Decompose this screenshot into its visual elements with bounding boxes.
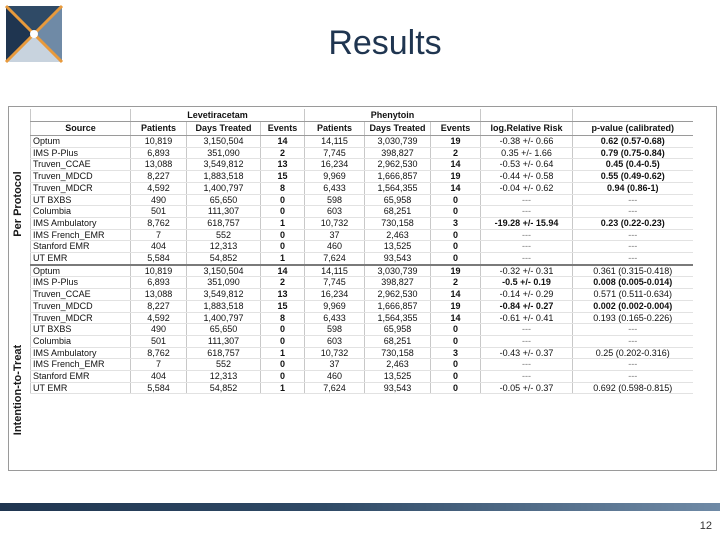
table-cell: 19 [431,171,481,183]
table-cell: 0 [431,206,481,218]
source-cell: Optum [31,265,131,277]
source-cell: UT BXBS [31,324,131,336]
table-cell: 65,650 [187,324,261,336]
table-cell: 0 [261,241,305,253]
table-cell: 14 [431,182,481,194]
table-cell: 19 [431,136,481,148]
table-cell: 0 [261,324,305,336]
table-cell: 4,592 [131,182,187,194]
table-cell: 460 [305,371,365,383]
source-cell: UT EMR [31,253,131,265]
table-cell: 0 [261,359,305,371]
table-cell: 618,757 [187,347,261,359]
table-row [31,253,693,265]
table-cell: 19 [431,265,481,277]
table-cell: --- [573,194,693,206]
table-cell: 398,827 [365,147,431,159]
table-row [31,229,693,241]
table-cell: 13 [261,289,305,301]
table-cell: 1,400,797 [187,182,261,194]
table-row [31,241,693,253]
table-cell: 93,543 [365,253,431,265]
table-cell: -0.14 +/- 0.29 [481,289,573,301]
table-cell: 0 [431,324,481,336]
table-cell: 1 [261,217,305,229]
table-cell: 13 [261,159,305,171]
table-cell: 0 [261,371,305,383]
table-cell: 0 [431,371,481,383]
table-cell: 404 [131,371,187,383]
table-cell: 1,666,857 [365,171,431,183]
table-cell: 8 [261,312,305,324]
table-cell: --- [573,371,693,383]
table-cell: 1,400,797 [187,312,261,324]
table-cell: 10,819 [131,136,187,148]
table-cell: 0.571 (0.511-0.634) [573,289,693,301]
table-cell: 0.002 (0.002-0.004) [573,300,693,312]
table-cell: 1 [261,382,305,394]
table-row [31,347,693,359]
table-cell: --- [573,359,693,371]
table-cell: 10,732 [305,217,365,229]
table-cell: --- [481,241,573,253]
results-body [31,136,693,394]
table-cell: 2,463 [365,359,431,371]
source-cell: UT BXBS [31,194,131,206]
source-cell: Columbia [31,335,131,347]
table-cell: 0.25 (0.202-0.316) [573,347,693,359]
source-cell: IMS French_EMR [31,229,131,241]
table-cell: 2 [431,147,481,159]
table-cell: 8,227 [131,300,187,312]
table-cell: 14 [431,312,481,324]
table-cell: 8 [261,182,305,194]
source-cell: Truven_CCAE [31,289,131,301]
table-row [31,359,693,371]
table-cell: 490 [131,324,187,336]
table-row [31,335,693,347]
table-cell: 0.23 (0.22-0.23) [573,217,693,229]
table-cell: 7,624 [305,382,365,394]
table-cell: 13,088 [131,159,187,171]
col-phe-patients: Patients [305,122,365,136]
table-cell: 2,463 [365,229,431,241]
source-cell: IMS P-Plus [31,147,131,159]
table-cell: 1,666,857 [365,300,431,312]
table-cell: 603 [305,206,365,218]
table-cell: 5,584 [131,382,187,394]
table-cell: 2 [431,277,481,289]
page-number: 12 [699,520,712,532]
table-cell: 1,564,355 [365,312,431,324]
col-source: Source [31,122,131,136]
table-row [31,265,693,277]
table-cell: 16,234 [305,289,365,301]
table-cell: 15 [261,171,305,183]
source-cell: Columbia [31,206,131,218]
table-row [31,206,693,218]
table-cell: 1 [261,347,305,359]
table-cell: 14 [431,159,481,171]
table-cell: 1,883,518 [187,171,261,183]
table-cell: 14,115 [305,265,365,277]
column-header-row [31,122,693,136]
table-cell: 14,115 [305,136,365,148]
table-cell: -0.44 +/- 0.58 [481,171,573,183]
source-cell: Truven_MDCR [31,312,131,324]
table-cell: 8,762 [131,217,187,229]
table-cell: 19 [431,300,481,312]
table-cell: 0 [261,206,305,218]
table-row [31,147,693,159]
source-cell: Optum [31,136,131,148]
ohdsi-logo [0,0,68,86]
table-cell: -0.5 +/- 0.19 [481,277,573,289]
table-cell: 501 [131,335,187,347]
table-cell: 3,150,504 [187,136,261,148]
table-cell: 7,624 [305,253,365,265]
table-cell: --- [481,229,573,241]
results-table [30,109,693,394]
table-cell: 16,234 [305,159,365,171]
table-cell: --- [573,241,693,253]
table-cell: 3,150,504 [187,265,261,277]
table-cell: 598 [305,324,365,336]
source-cell: Stanford EMR [31,371,131,383]
table-cell: 603 [305,335,365,347]
table-cell: 37 [305,359,365,371]
table-cell: 14 [261,136,305,148]
table-cell: 3 [431,347,481,359]
table-cell: 2,962,530 [365,289,431,301]
table-cell: 7 [131,359,187,371]
footer-bar [0,503,720,511]
table-cell: 3,549,812 [187,159,261,171]
table-cell: 15 [261,300,305,312]
table-cell: -0.84 +/- 0.27 [481,300,573,312]
table-cell: --- [481,253,573,265]
table-cell: 2 [261,147,305,159]
table-cell: 14 [431,289,481,301]
table-row [31,217,693,229]
table-row [31,371,693,383]
table-cell: 37 [305,229,365,241]
table-cell: 9,969 [305,171,365,183]
table-cell: 7,745 [305,277,365,289]
table-row [31,300,693,312]
table-cell: --- [573,253,693,265]
table-cell: 0 [431,229,481,241]
table-cell: -0.43 +/- 0.37 [481,347,573,359]
table-cell: --- [573,324,693,336]
table-cell: 0 [431,382,481,394]
table-cell: 0 [431,335,481,347]
table-cell: 93,543 [365,382,431,394]
table-row [31,182,693,194]
source-cell: Truven_MDCD [31,300,131,312]
table-cell: -0.53 +/- 0.64 [481,159,573,171]
group-levetiracetam: Levetiracetam [131,109,305,122]
table-row [31,159,693,171]
table-row [31,277,693,289]
table-cell: 351,090 [187,147,261,159]
table-cell: 111,307 [187,206,261,218]
col-p-value: p-value (calibrated) [573,122,693,136]
source-cell: UT EMR [31,382,131,394]
table-cell: 0.008 (0.005-0.014) [573,277,693,289]
table-cell: 0 [431,253,481,265]
table-cell: 65,650 [187,194,261,206]
table-cell: 0 [261,229,305,241]
table-cell: 68,251 [365,206,431,218]
table-cell: 3,030,739 [365,136,431,148]
table-cell: --- [573,335,693,347]
table-cell: 398,827 [365,277,431,289]
table-cell: 0 [431,359,481,371]
table-cell: 7 [131,229,187,241]
table-cell: 552 [187,359,261,371]
table-cell: --- [481,206,573,218]
table-row [31,136,693,148]
table-cell: --- [573,206,693,218]
table-cell: 0 [261,194,305,206]
table-cell: 9,969 [305,300,365,312]
table-cell: 6,433 [305,312,365,324]
col-lev-patients: Patients [131,122,187,136]
table-cell: 14 [261,265,305,277]
table-cell: --- [481,359,573,371]
table-cell: 10,732 [305,347,365,359]
table-cell: --- [481,335,573,347]
table-cell: -0.38 +/- 0.66 [481,136,573,148]
table-cell: 65,958 [365,324,431,336]
table-cell: 8,227 [131,171,187,183]
table-cell: -0.04 +/- 0.62 [481,182,573,194]
table-cell: 2 [261,277,305,289]
group-header-row [31,109,693,122]
table-cell: 490 [131,194,187,206]
table-cell: 0.692 (0.598-0.815) [573,382,693,394]
table-cell: --- [481,371,573,383]
source-cell: Truven_MDCR [31,182,131,194]
table-cell: 8,762 [131,347,187,359]
table-cell: 0 [261,335,305,347]
table-cell: 6,893 [131,147,187,159]
table-row [31,312,693,324]
col-phe-days: Days Treated [365,122,431,136]
table-cell: 730,158 [365,347,431,359]
table-cell: 618,757 [187,217,261,229]
col-phe-events: Events [431,122,481,136]
table-cell: --- [481,324,573,336]
table-cell: 6,893 [131,277,187,289]
table-cell: -0.05 +/- 0.37 [481,382,573,394]
table-cell: -0.61 +/- 0.41 [481,312,573,324]
table-cell: 54,852 [187,253,261,265]
table-cell: --- [573,229,693,241]
group-phenytoin: Phenytoin [305,109,481,122]
table-cell: 13,525 [365,241,431,253]
table-cell: 351,090 [187,277,261,289]
table-cell: 68,251 [365,335,431,347]
source-cell: IMS Ambulatory [31,217,131,229]
table-cell: 1 [261,253,305,265]
table-cell: 0.193 (0.165-0.226) [573,312,693,324]
source-cell: IMS French_EMR [31,359,131,371]
table-cell: 3 [431,217,481,229]
table-cell: 1,564,355 [365,182,431,194]
table-cell: 460 [305,241,365,253]
source-cell: Stanford EMR [31,241,131,253]
table-cell: 501 [131,206,187,218]
table-cell: -0.32 +/- 0.31 [481,265,573,277]
table-cell: 5,584 [131,253,187,265]
table-cell: 3,030,739 [365,265,431,277]
source-cell: Truven_MDCD [31,171,131,183]
table-cell: 0.62 (0.57-0.68) [573,136,693,148]
table-cell: 730,158 [365,217,431,229]
table-cell: 0 [431,241,481,253]
table-cell: 65,958 [365,194,431,206]
source-cell: Truven_CCAE [31,159,131,171]
table-cell: 13,525 [365,371,431,383]
table-cell: 598 [305,194,365,206]
table-cell: 0.94 (0.86-1) [573,182,693,194]
table-cell: 7,745 [305,147,365,159]
table-cell: 404 [131,241,187,253]
table-cell: 0 [431,194,481,206]
table-cell: 54,852 [187,382,261,394]
table-cell: 0.35 +/- 1.66 [481,147,573,159]
table-cell: -19.28 +/- 15.94 [481,217,573,229]
col-lev-events: Events [261,122,305,136]
table-cell: 10,819 [131,265,187,277]
table-cell: 0.79 (0.75-0.84) [573,147,693,159]
slide-title: Results [328,24,442,62]
table-row [31,171,693,183]
table-cell: 3,549,812 [187,289,261,301]
col-lev-days: Days Treated [187,122,261,136]
table-row [31,382,693,394]
table-cell: 2,962,530 [365,159,431,171]
table-cell: 12,313 [187,241,261,253]
source-cell: IMS P-Plus [31,277,131,289]
table-cell: 1,883,518 [187,300,261,312]
table-cell: 0.361 (0.315-0.418) [573,265,693,277]
source-cell: IMS Ambulatory [31,347,131,359]
table-row [31,324,693,336]
table-row [31,194,693,206]
table-cell: 0.55 (0.49-0.62) [573,171,693,183]
table-cell: 4,592 [131,312,187,324]
table-cell: --- [481,194,573,206]
table-cell: 552 [187,229,261,241]
table-cell: 6,433 [305,182,365,194]
col-log-rr: log.Relative Risk [481,122,573,136]
table-cell: 13,088 [131,289,187,301]
table-row [31,289,693,301]
table-cell: 111,307 [187,335,261,347]
table-cell: 0.45 (0.4-0.5) [573,159,693,171]
table-cell: 12,313 [187,371,261,383]
